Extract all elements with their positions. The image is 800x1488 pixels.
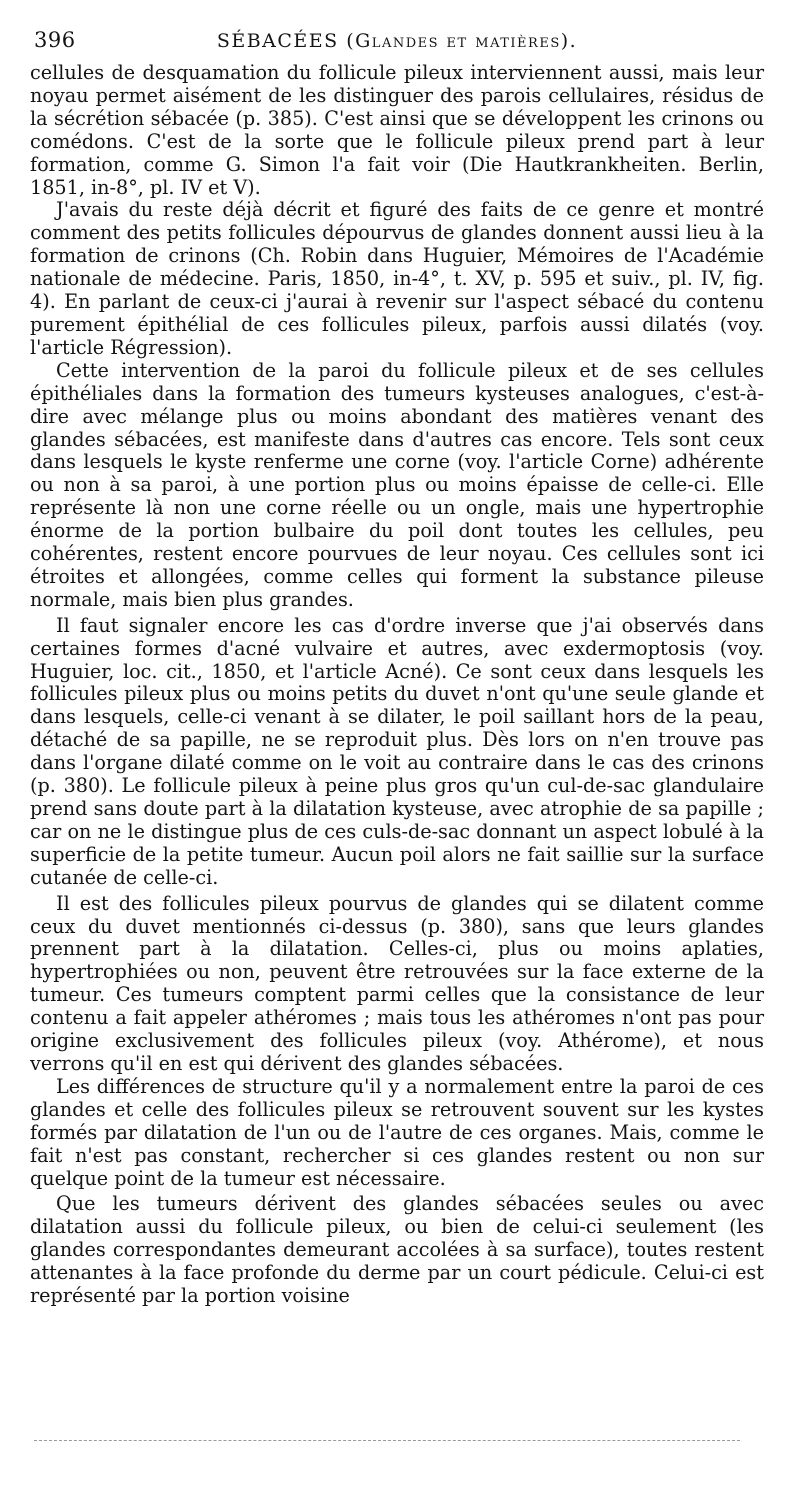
paragraph: Les différences de structure qu'il y a normalement entre la paroi de ces glandes et celle des follicules pileux se retrouvent souvent sur les kystes formés par dilatation de l'un ou de l'autre de ces organes. Mais, comme le fait n'est pas constant, rechercher si ces glandes restent ou non sur quelque point de la tumeur est nécessaire. [30,1074,764,1190]
paragraph-continuation: cellules de desquamation du follicule pileux interviennent aussi, mais leur noyau permet aisément de les distinguer des parois cellulaires, résidus de la sécrétion sébacée (p. 385). C'est ainsi que se développent les crinons ou comédons. C'est de la sorte que le follicule pileux prend part à leur formation, comme G. Simon l'a fait voir (Die Hautkrankheiten. Berlin, 1851, in-8°, pl. IV et V). [30,61,764,199]
running-head [30,24,764,62]
paragraph: Cette intervention de la paroi du follicule pileux et de ses cellules épithéliales dans la formation des tumeurs kysteuses analogues, c'est-à-dire avec mélange plus ou moins abondant des matières venant des glandes sébacées, est manifeste dans d'autres cas encore. Tels sont ceux dans lesquels le kyste renferme une corne (voy. l'article Corne) adhérente ou non à sa paroi, à une portion plus ou moins épaisse de celle-ci. Elle représente là non une corne réelle ou un ongle, mais une hypertrophie énorme de la portion bulbaire du poil dont toutes les cellules, peu cohérentes, restent encore pourvues de leur noyau. Ces cellules sont ici étroites et allongées, comme celles qui forment la substance pileuse normale, mais bien plus grandes. [30,358,764,611]
paragraph: Il faut signaler encore les cas d'ordre inverse que j'ai observés dans certaines formes d'acné vulvaire et autres, avec exdermoptosis (voy. Huguier, loc. cit., 1850, et l'article Acné). Ce sont ceux dans lesquels les follicules pileux plus ou moins petits du duvet n'ont qu'une seule glande et dans lesquels, celle-ci venant à se dilater, le poil saillant hors de la peau, détaché de sa papille, ne se reproduit plus. Dès lors on n'en trouve pas dans l'organe dilaté comme on le voit au contraire dans le cas des crinons (p. 380). Le follicule pileux à peine plus gros qu'un cul-de-sac glandulaire prend sans doute part à la dilatation kysteuse, avec atrophie de sa papille ; car on ne le distingue plus de ces culs-de-sac donnant un aspect lobulé à la superficie de la petite tumeur. Aucun poil alors ne fait saillie sur la surface cutanée de celle-ci. [30,613,764,889]
paragraph: Que les tumeurs dérivent des glandes sébacées seules ou avec dilatation aussi du follicule pileux, ou bien de celui-ci seulement (les glandes correspondantes demeurant accolées à sa surface), toutes restent attenantes à la face profonde du derme par un court pédicule. Celui-ci est représenté par la portion voisine [30,1192,764,1308]
footer-rule [34,1440,740,1441]
body-text [30,62,764,1308]
page-number: 396 [34,28,76,52]
paragraph: J'avais du reste déjà décrit et figuré des faits de ce genre et montré comment des petits follicules dépourvus de glandes donnent aussi lieu à la formation de crinons (Ch. Robin dans Huguier, Mémoires de l'Académie nationale de médecine. Paris, 1850, in-4°, t. XV, p. 595 et suiv., pl. IV, fig. 4). En parlant de ceux-ci j'aurai à revenir sur l'aspect sébacé du contenu purement épithélial de ces follicules pileux, parfois aussi dilatés (voy. l'article Régression). [30,198,764,359]
running-title: SÉBACÉES (Glandes et matières). [216,30,578,52]
paragraph: Il est des follicules pileux pourvus de glandes qui se dilatent comme ceux du duvet mentionnés ci-dessus (p. 380), sans que leurs glandes prennent part à la dilatation. Celles-ci, plus ou moins aplaties, hypertrophiées ou non, peuvent être retrouvées sur la face externe de la tumeur. Ces tumeurs comptent parmi celles que la consistance de leur contenu a fait appeler athéromes ; mais tous les athéromes n'ont pas pour origine exclusivement des follicules pileux (voy. Athérome), et nous verrons qu'il en est qui dérivent des glandes sébacées. [30,891,764,1075]
